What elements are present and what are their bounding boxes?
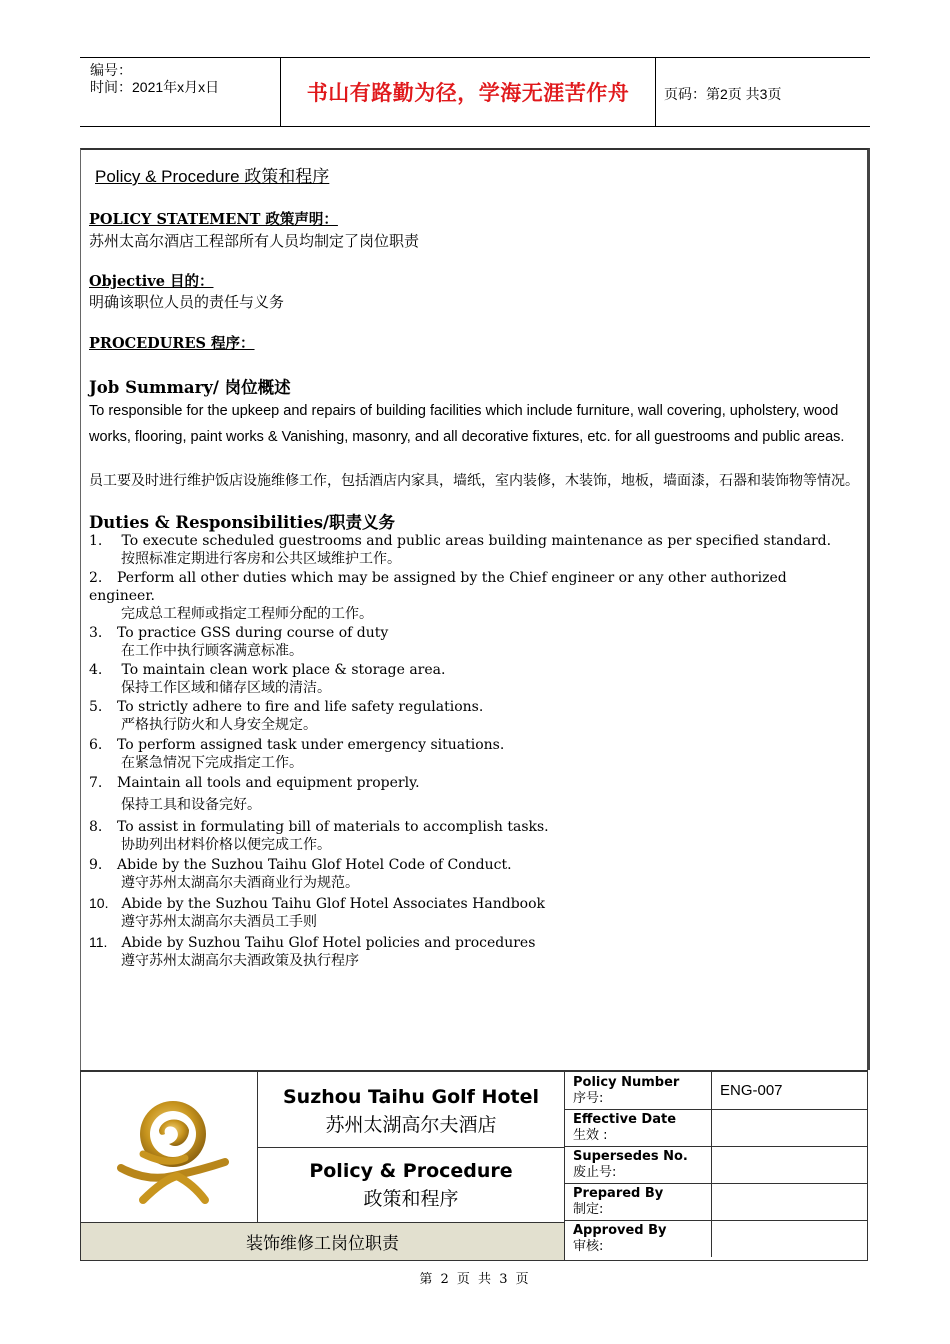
- pp-title: Policy & Procedure 政策和程序: [95, 167, 330, 186]
- policy-number-value: ENG-007: [720, 1082, 783, 1099]
- policy-statement-text: 苏州太高尔酒店工程部所有人员均制定了岗位职责: [89, 232, 420, 250]
- duty-item: 10. Abide by the Suzhou Taihu Glof Hotel Associates Handbook 遵守苏州太湖高尔夫酒员工手则: [89, 895, 546, 930]
- pp-label-cn: 政策和程序: [363, 1188, 459, 1210]
- prepared-by-row: Prepared By 制定:: [565, 1183, 867, 1221]
- pp-label-en: Policy & Procedure: [309, 1160, 513, 1182]
- objective-text: 明确该职位人员的责任与义务: [89, 293, 285, 311]
- duty-item: 9. Abide by the Suzhou Taihu Glof Hotel Code of Conduct. 遵守苏州太湖高尔夫酒商业行为规范。: [89, 857, 512, 891]
- hotel-logo-icon: [81, 1072, 257, 1222]
- duty-item: 6. To perform assigned task under emergency situations. 在紧急情况下完成指定工作。: [89, 737, 505, 771]
- time-label: 时间：2021年x月x日: [90, 79, 220, 95]
- duty-item: 8. To assist in formulating bill of materials to accomplish tasks. 协助列出材料价格以便完成工作。: [89, 819, 549, 853]
- logo-cell: [81, 1072, 258, 1222]
- job-summary-cn: 员工要及时进行维护饭店设施维修工作，包括酒店内家具，墙纸，室内装修，木装饰，地板，墙面漆，石器和装饰物等情况。: [89, 473, 859, 489]
- duties-list: [89, 532, 849, 970]
- page-number-footer: 第 2 页 共 3 页: [419, 1272, 531, 1287]
- duty-item: 11. Abide by Suzhou Taihu Glof Hotel policies and procedures 遵守苏州太湖高尔夫酒政策及执行程序: [89, 934, 536, 969]
- policy-footer-table: [80, 1070, 868, 1261]
- page-label: 页码：第2页 共3页: [664, 86, 782, 102]
- duty-item: 3. To practice GSS during course of duty 在工作中执行顾客满意标准。: [89, 625, 389, 659]
- objective-label: Objective 目的：: [89, 273, 214, 290]
- duties-heading: Duties & Responsibilities/职责义务: [89, 513, 396, 532]
- policy-number-row: Policy Number 序号: ENG-007: [565, 1072, 867, 1110]
- job-summary-en: To responsible for the upkeep and repairs of building facilities which include furniture, wall covering, upholstery, wood works, flooring, paint works & Vanishing, masonry, and all decorative fixtures, etc. for all guestrooms and public areas.: [89, 403, 845, 445]
- hotel-name-cn: 苏州太湖高尔夫酒店: [325, 1114, 497, 1136]
- document-title: 装饰维修工岗位职责: [81, 1222, 565, 1260]
- code-label: 编号：: [90, 62, 132, 78]
- duty-item: 5. To strictly adhere to fire and life safety regulations. 严格执行防火和人身安全规定。: [89, 699, 484, 733]
- job-summary-heading: Job Summary/ 岗位概述: [89, 378, 291, 397]
- effective-date-row: Effective Date 生效 :: [565, 1109, 867, 1147]
- policy-procedure-cell: [258, 1148, 565, 1222]
- duty-item: 1. To execute scheduled guestrooms and public areas building maintenance as per specified standard. 按照标准定期进行客房和公共区域维护工作。: [89, 533, 832, 567]
- duty-item: 4. To maintain clean work place & storage area. 保持工作区域和储存区域的清洁。: [89, 662, 446, 696]
- procedures-label: PROCEDURES 程序：: [89, 335, 255, 352]
- hotel-name-en: Suzhou Taihu Golf Hotel: [283, 1086, 539, 1108]
- page-header: [80, 57, 870, 127]
- policy-body: [80, 148, 870, 1070]
- duty-item: 7. Maintain all tools and equipment properly. 保持工具和设备完好。: [89, 775, 420, 813]
- header-meta: [90, 62, 219, 96]
- policy-statement-label: POLICY STATEMENT 政策声明：: [89, 211, 338, 228]
- duty-item: 2. Perform all other duties which may be assigned by the Chief engineer or any other authorized engineer. 完成总工程师或指定工程师分配的工作。: [89, 570, 787, 622]
- hotel-name-cell: [258, 1072, 565, 1148]
- supersedes-row: Supersedes No. 废止号:: [565, 1146, 867, 1184]
- approved-by-row: Approved By 审核:: [565, 1220, 867, 1257]
- motto: 书山有路勤为径，学海无涯苦作舟: [280, 58, 656, 126]
